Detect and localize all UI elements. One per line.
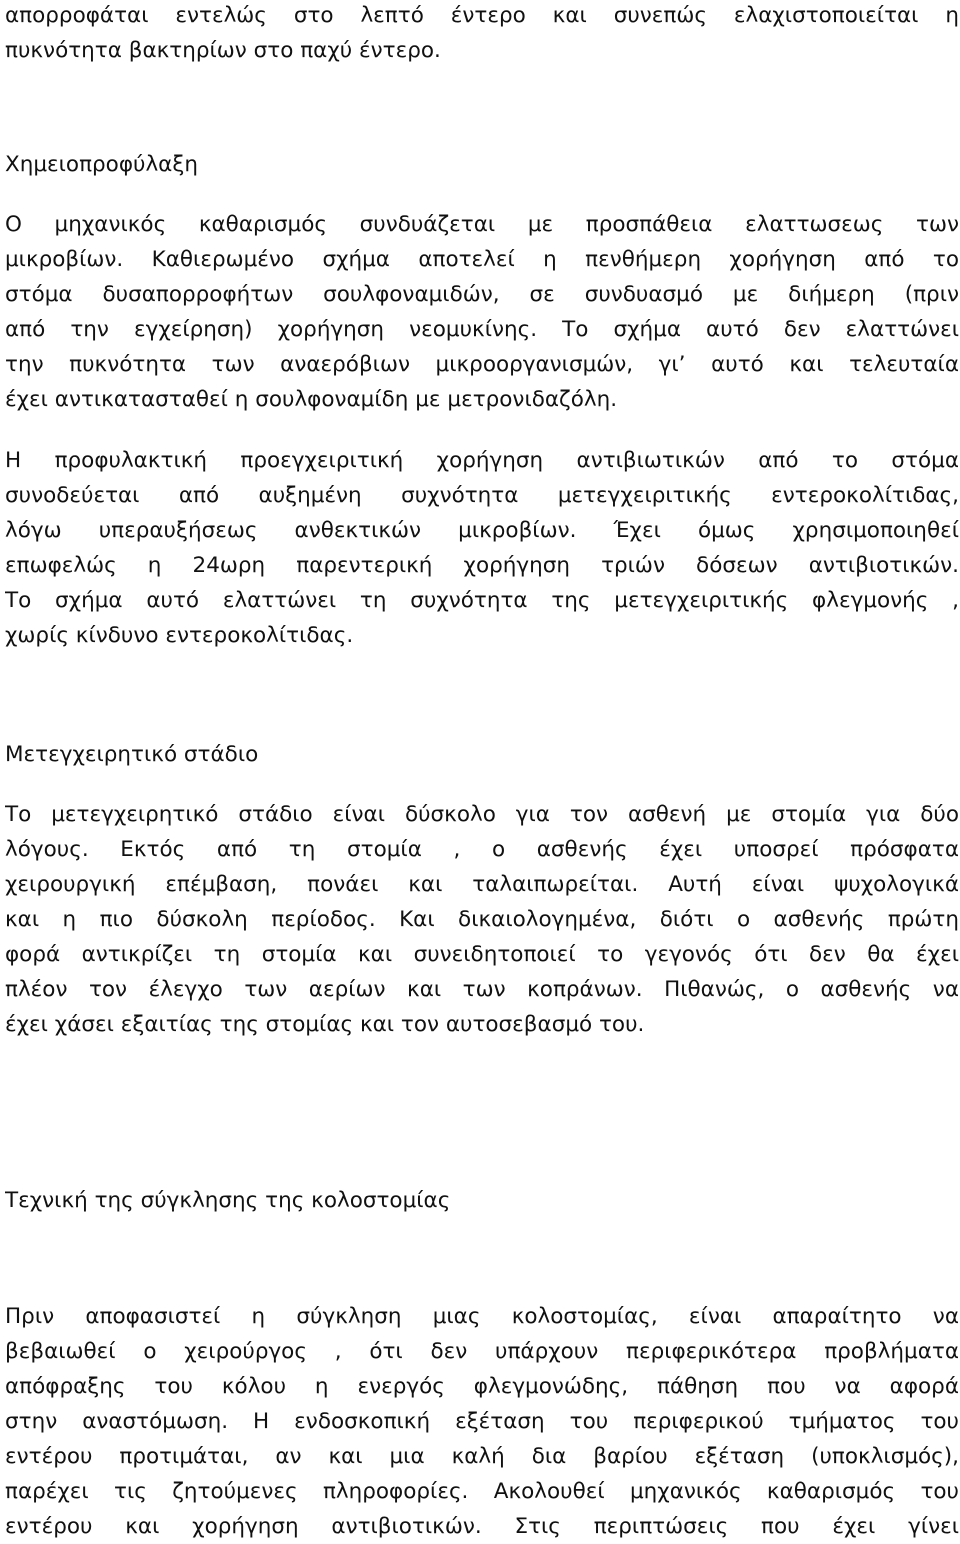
section-heading-closure-technique: [5, 1183, 959, 1218]
postop-paragraph: [5, 797, 959, 1042]
section-heading-chemoprophylaxis: [5, 147, 959, 182]
text-line: πλέον τον έλεγχο των αερίων και των κοπράνων. Πιθανώς, ο ασθενής να: [5, 977, 959, 1002]
text-line: από την εγχείρηση) χορήγηση νεομυκίνης. Το σχήμα αυτό δεν ελαττώνει: [5, 317, 959, 342]
text-line: Ο μηχανικός καθαρισμός συνδυάζεται με προσπάθεια ελαττωσεως των: [5, 212, 959, 237]
text-line: βεβαιωθεί ο χειρούργος , ότι δεν υπάρχουν περιφερικότερα προβλήματα: [5, 1339, 959, 1364]
intro-paragraph: [5, 0, 959, 68]
text-line: επωφελώς η 24ωρη παρεντερική χορήγηση τριών δόσεων αντιβιοτικών.: [5, 553, 959, 578]
text-line: έχει χάσει εξαιτίας της στομίας και τον αυτοσεβασμό του.: [5, 1012, 645, 1037]
closure-paragraph: [5, 1299, 959, 1544]
text-line: μικροβίων. Καθιερωμένο σχήμα αποτελεί η πενθήμερη χορήγηση από το: [5, 247, 959, 272]
text-line: απόφραξης του κόλου η ενεργός φλεγμονώδης, πάθηση που να αφορά: [5, 1374, 959, 1399]
section-heading-postoperative: [5, 737, 959, 772]
text-line: εντέρου και χορήγηση αντιβιοτικών. Στις περιπτώσεις που έχει γίνει: [5, 1514, 959, 1539]
text-line: χειρουργική επέμβαση, πονάει και ταλαιπωρείται. Αυτή είναι ψυχολογικά: [5, 872, 959, 897]
text-line: απορροφάται εντελώς στο λεπτό έντερο και συνεπώς ελαχιστοποιείται η: [5, 3, 959, 28]
text-line: πυκνότητα βακτηρίων στο παχύ έντερο.: [5, 38, 441, 63]
section-heading: Χημειοπροφύλαξη: [5, 152, 198, 177]
text-line: στόμα δυσαπορροφήτων σουλφοναμιδών, σε συνδυασμό με διήμερη (πριν: [5, 282, 959, 307]
section-heading: Τεχνική της σύγκλησης της κολοστομίας: [5, 1188, 451, 1213]
text-line: φορά αντικρίζει τη στομία και συνειδητοποιεί το γεγονός ότι δεν θα έχει: [5, 942, 959, 967]
text-line: Πριν αποφασιστεί η σύγκληση μιας κολοστομίας, είναι απαραίτητο να: [5, 1304, 959, 1329]
text-line: εντέρου προτιμάται, αν και μια καλή δια βαρίου εξέταση (υποκλισμός),: [5, 1444, 959, 1469]
text-line: παρέχει τις ζητούμενες πληροφορίες. Ακολουθεί μηχανικός καθαρισμός του: [5, 1479, 959, 1504]
section-heading: Μετεγχειρητικό στάδιο: [5, 742, 259, 767]
text-line: χωρίς κίνδυνο εντεροκολίτιδας.: [5, 623, 354, 648]
text-line: στην αναστόμωση. Η ενδοσκοπική εξέταση του περιφερικού τμήματος του: [5, 1409, 959, 1434]
text-line: έχει αντικατασταθεί η σουλφοναμίδη με μετρονιδαζόλη.: [5, 387, 618, 412]
chemo-paragraph-1: [5, 207, 959, 417]
text-line: Η προφυλακτική προεγχειριτική χορήγηση αντιβιωτικών από το στόμα: [5, 448, 959, 473]
text-line: Το μετεγχειρητικό στάδιο είναι δύσκολο για τον ασθενή με στομία για δύο: [5, 802, 959, 827]
text-line: την πυκνότητα των αναερόβιων μικροοργανισμών, γι’ αυτό και τελευταία: [5, 352, 959, 377]
text-line: λόγους. Εκτός από τη στομία , ο ασθενής έχει υποσρεί πρόσφατα: [5, 837, 959, 862]
text-line: λόγω υπεραυξήσεως ανθεκτικών μικροβίων. Έχει όμως χρησιμοποιηθεί: [5, 518, 959, 543]
text-line: συνοδεύεται από αυξημένη συχνότητα μετεγχειριτικής εντεροκολίτιδας,: [5, 483, 959, 508]
text-line: και η πιο δύσκολη περίοδος. Και δικαιολογημένα, διότι ο ασθενής πρώτη: [5, 907, 959, 932]
chemo-paragraph-2: [5, 443, 959, 653]
text-line: Το σχήμα αυτό ελαττώνει τη συχνότητα της μετεγχειριτικής φλεγμονής ,: [5, 588, 959, 613]
